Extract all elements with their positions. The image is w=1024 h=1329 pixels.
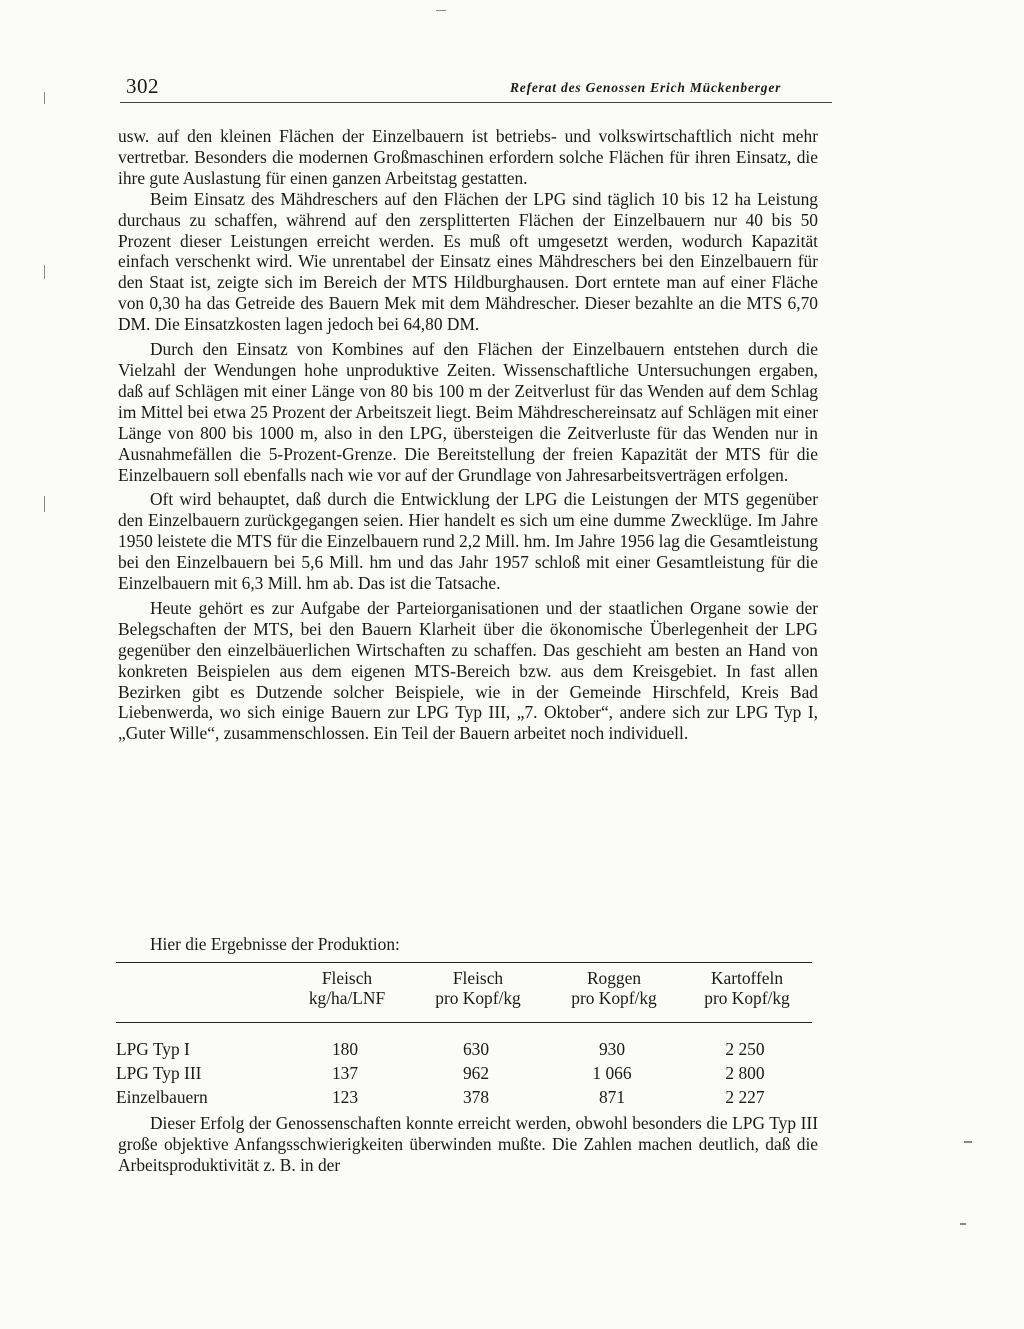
- column-header-line: Fleisch: [321, 968, 373, 988]
- row-label: LPG Typ III: [116, 1063, 202, 1083]
- paragraph: Oft wird behauptet, daß durch die Entwicklung der LPG die Leistungen der MTS gegenüber den Einzelbauern zurückgegangen seien. Hier handelt es sich um eine dumme Zwecklüge. Im Jahre 1950 leistete die MTS für die Einzelbauern rund 2,2 Mill. hm. Im Jahre 1956 lag die Gesamtleistung bei den Einzelbauern bei 5,6 Mill. hm und das Jahr 1957 schloß mit einer Gesamtleistung für die Einzelbauern mit 6,3 Mill. hm ab. Das ist die Tatsache.: [118, 489, 818, 594]
- page-number: 302: [126, 74, 159, 98]
- table-row: [116, 1085, 812, 1109]
- table-cell: 871: [598, 1087, 626, 1107]
- table-intro: Hier die Ergebnisse der Produktion:: [150, 934, 400, 954]
- table-cell: 123: [331, 1087, 359, 1107]
- table-cell: 137: [331, 1063, 359, 1083]
- column-header-line: Kartoffeln: [710, 968, 784, 988]
- closing-text: [118, 1113, 818, 1176]
- column-header-line: pro Kopf/kg: [435, 988, 521, 1008]
- table-row: [116, 1023, 812, 1062]
- column-header: [410, 963, 546, 1023]
- column-header-line: Roggen: [586, 968, 642, 988]
- table-cell: 2 800: [725, 1063, 765, 1083]
- table-cell: 378: [462, 1087, 490, 1107]
- scan-mark: [960, 1223, 966, 1225]
- paragraph: Heute gehört es zur Aufgabe der Parteiorganisationen und der staatlichen Organe sowie der Belegschaften der MTS, bei den Bauern Klarheit über die ökonomische Überlegenheit der LPG gegenüber den einzelbäuerlichen Wirtschaften zu schaffen. Das geschieht am besten an Hand von konkreten Beispielen aus dem eigenen MTS-Bereich bzw. aus dem Kreisgebiet. In fast allen Bezirken gibt es Dutzende solcher Beispiele, wie in der Gemeinde Hirschfeld, Kreis Bad Liebenwerda, wo sich einige Bauern zur LPG Typ III, „7. Oktober“, andere sich zur LPG Typ I, „Guter Wille“, zusammenschlossen. Ein Teil der Bauern arbeitet noch individuell.: [118, 597, 818, 744]
- table-cell: 930: [598, 1039, 626, 1059]
- row-label: LPG Typ I: [116, 1039, 190, 1059]
- column-header: [546, 963, 682, 1023]
- scan-mark: [44, 265, 45, 279]
- column-header-line: pro Kopf/kg: [571, 988, 657, 1008]
- paragraph: Dieser Erfolg der Genossenschaften konnte erreicht werden, obwohl besonders die LPG Typ III große objektive Anfangsschwierigkeiten überwinden mußte. Die Zahlen machen deutlich, daß die Arbeitsproduktivität z. B. in der: [118, 1113, 818, 1175]
- results-table: [116, 962, 812, 1109]
- table-cell: 2 227: [725, 1087, 765, 1107]
- column-header: [682, 963, 812, 1023]
- column-header-line: kg/ha/LNF: [308, 988, 386, 1008]
- paragraph: Beim Einsatz des Mähdreschers auf den Flächen der LPG sind täglich 10 bis 12 ha Leistung durchaus zu schaffen, während auf den zersplitterten Flächen der Einzelbauern nur 40 bis 50 Prozent dieser Leistungen erreicht werden. Es muß oft umgesetzt werden, wodurch Kapazität einfach verschenkt wird. Wie unrentabel der Einsatz eines Mähdreschers bei den Einzelbauern für den Staat ist, zeigte sich im Bereich der MTS Hildburghausen. Dort erntete man auf einer Fläche von 0,30 ha das Getreide des Bauern Mek mit dem Mähdrescher. Dieser bezahlte an die MTS 6,70 DM. Die Einsatzkosten lagen jedoch bei 64,80 DM.: [118, 188, 818, 335]
- scan-mark: [964, 1141, 972, 1143]
- table-cell: 2 250: [725, 1039, 765, 1059]
- scan-mark: [44, 496, 45, 512]
- table-header-empty: [116, 963, 284, 1023]
- table-cell: 1 066: [592, 1063, 632, 1083]
- row-label: Einzelbauern: [116, 1087, 208, 1107]
- header-rule: [120, 102, 832, 103]
- table-cell: 962: [462, 1063, 490, 1083]
- paragraph: usw. auf den kleinen Flächen der Einzelbauern ist betriebs- und volkswirtschaftlich nicht mehr vertretbar. Besonders die modernen Großmaschinen erfordern solche Flächen für ihren Einsatz, die ihre gute Auslastung für einen ganzen Arbeitstag gestatten.: [118, 126, 818, 188]
- scan-mark: [44, 92, 45, 104]
- scan-mark: [436, 10, 446, 11]
- table-header-row: [116, 963, 812, 1023]
- column-header-line: pro Kopf/kg: [704, 988, 790, 1008]
- running-head: Referat des Genossen Erich Mückenberger: [510, 80, 782, 95]
- table-cell: 180: [331, 1039, 359, 1059]
- table-cell: 630: [462, 1039, 490, 1059]
- body-text: [118, 126, 818, 744]
- table-row: [116, 1061, 812, 1085]
- column-header: [284, 963, 410, 1023]
- column-header-line: Fleisch: [452, 968, 504, 988]
- paragraph: Durch den Einsatz von Kombines auf den Flächen der Einzelbauern entstehen durch die Vielzahl der Wendungen hohe unproduktive Zeiten. Wissenschaftliche Untersuchungen ergaben, daß auf Schlägen mit einer Länge von 80 bis 100 m der Zeitverlust für das Wenden auf dem Schlag im Mittel bei etwa 25 Prozent der Arbeitszeit liegt. Beim Mähdreschereinsatz auf Schlägen mit einer Länge von 800 bis 1000 m, also in den LPG, übersteigen die Zeitverluste für das Wenden nur in Ausnahmefällen die 5-Prozent-Grenze. Die Bereitstellung der freien Kapazität der MTS für die Einzelbauern soll ebenfalls nach wie vor auf der Grundlage von Jahresarbeitsverträgen erfolgen.: [118, 339, 818, 485]
